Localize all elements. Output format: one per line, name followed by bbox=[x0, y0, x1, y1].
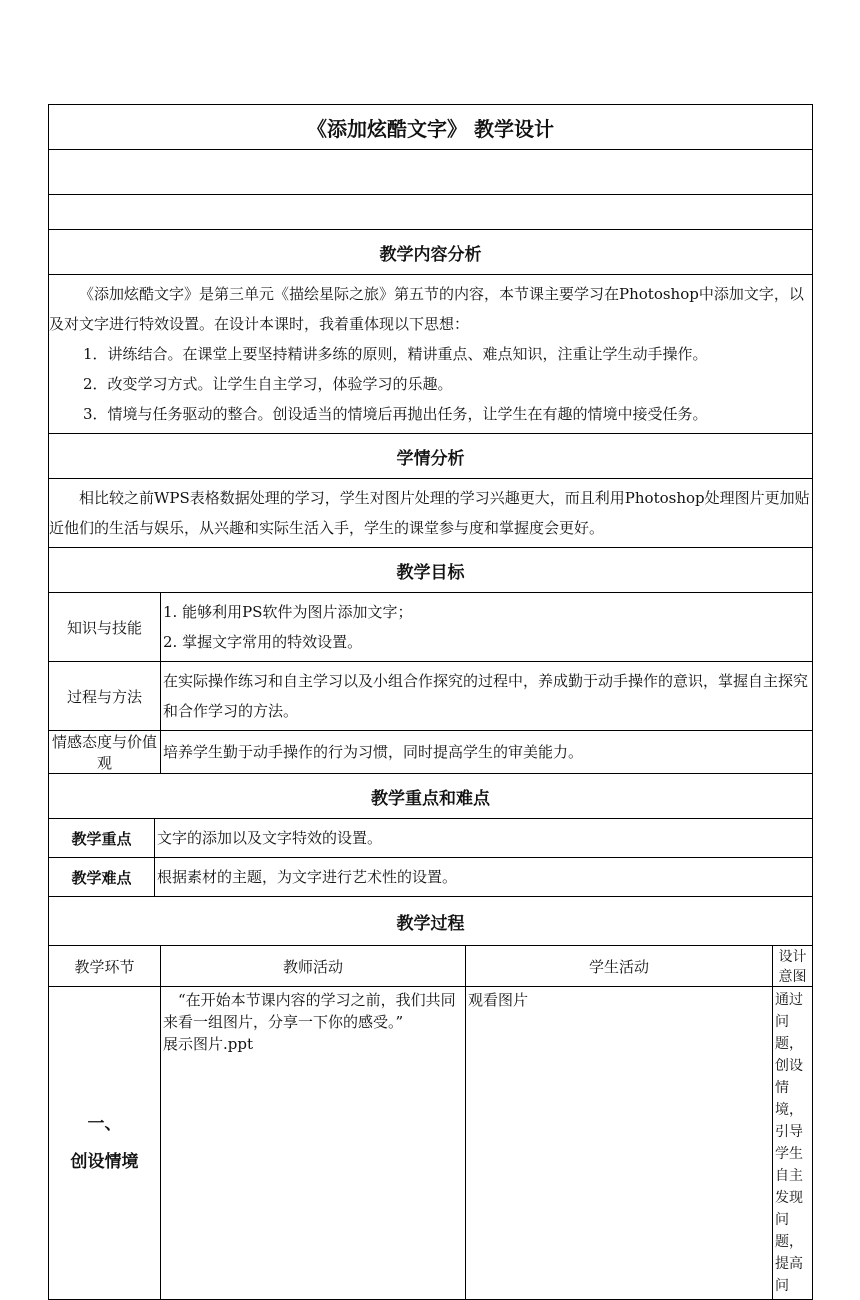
section-heading-key-points: 教学重点和难点 bbox=[49, 774, 813, 819]
process-header-phase: 教学环节 bbox=[49, 946, 161, 987]
process-header-intent: 设计意图 bbox=[773, 946, 813, 987]
difficulty-label: 教学难点 bbox=[49, 858, 155, 897]
objective-value bbox=[161, 593, 813, 662]
teacher-activity-text: “在开始本节课内容的学习之前，我们共同来看一组图片，分享一下你的感受。” bbox=[163, 991, 456, 1031]
objective-line: 2. 掌握文字常用的特效设置。 bbox=[163, 633, 363, 651]
objective-label: 情感态度与价值观 bbox=[49, 731, 161, 774]
document-title: 《添加炫酷文字》 教学设计 bbox=[49, 105, 813, 150]
section-heading-objectives: 教学目标 bbox=[49, 548, 813, 593]
difficulty-value: 根据素材的主题，为文字进行艺术性的设置。 bbox=[155, 858, 813, 897]
lesson-plan-document bbox=[48, 104, 812, 1300]
process-teacher-activity bbox=[161, 987, 466, 1300]
student-analysis-text: 相比较之前WPS表格数据处理的学习，学生对图片处理的学习兴趣更大，而且利用Photoshop处理图片更加贴近他们的生活与娱乐，从兴趣和实际生活入手，学生的课堂参与度和掌握度会更好。 bbox=[49, 489, 810, 537]
content-analysis-item: 1．讲练结合。在课堂上要坚持精讲多练的原则，精讲重点、难点知识，注重让学生动手操作。 bbox=[83, 345, 708, 363]
process-phase-name: 创设情境 bbox=[70, 1152, 139, 1172]
content-analysis-intro: 《添加炫酷文字》是第三单元《描绘星际之旅》第五节的内容，本节课主要学习在Photoshop中添加文字，以及对文字进行特效设置。在设计本课时，我着重体现以下思想： bbox=[49, 285, 804, 333]
objective-value: 培养学生勤于动手操作的行为习惯，同时提高学生的审美能力。 bbox=[161, 731, 813, 774]
process-header-teacher: 教师活动 bbox=[161, 946, 466, 987]
blank-row bbox=[49, 150, 813, 195]
process-student-activity: 观看图片 bbox=[466, 987, 773, 1300]
section-heading-content-analysis: 教学内容分析 bbox=[49, 230, 813, 275]
process-phase bbox=[49, 987, 161, 1300]
blank-row bbox=[49, 195, 813, 230]
key-point-value: 文字的添加以及文字特效的设置。 bbox=[155, 819, 813, 858]
process-header-student: 学生活动 bbox=[466, 946, 773, 987]
objective-value: 在实际操作练习和自主学习以及小组合作探究的过程中，养成勤于动手操作的意识，掌握自主探究和合作学习的方法。 bbox=[161, 662, 813, 731]
objective-label: 知识与技能 bbox=[49, 593, 161, 662]
process-row bbox=[49, 987, 813, 1300]
key-point-label: 教学重点 bbox=[49, 819, 155, 858]
content-analysis-item: 2．改变学习方式。让学生自主学习，体验学习的乐趣。 bbox=[83, 375, 453, 393]
objective-line: 1. 能够利用PS软件为图片添加文字； bbox=[163, 603, 413, 621]
section-heading-student-analysis: 学情分析 bbox=[49, 434, 813, 479]
content-analysis-item: 3．情境与任务驱动的整合。创设适当的情境后再抛出任务，让学生在有趣的情境中接受任务。 bbox=[83, 405, 708, 423]
process-phase-number: 一、 bbox=[87, 1114, 122, 1134]
teacher-activity-material: 展示图片.ppt bbox=[163, 1035, 254, 1053]
objective-label: 过程与方法 bbox=[49, 662, 161, 731]
lesson-plan-table bbox=[48, 104, 813, 1300]
process-design-intent: 通过问题，创设情境，引导学生自主发现问题，提高问 bbox=[773, 987, 813, 1300]
student-analysis-body bbox=[49, 479, 813, 548]
content-analysis-body bbox=[49, 275, 813, 434]
section-heading-process: 教学过程 bbox=[49, 897, 813, 946]
